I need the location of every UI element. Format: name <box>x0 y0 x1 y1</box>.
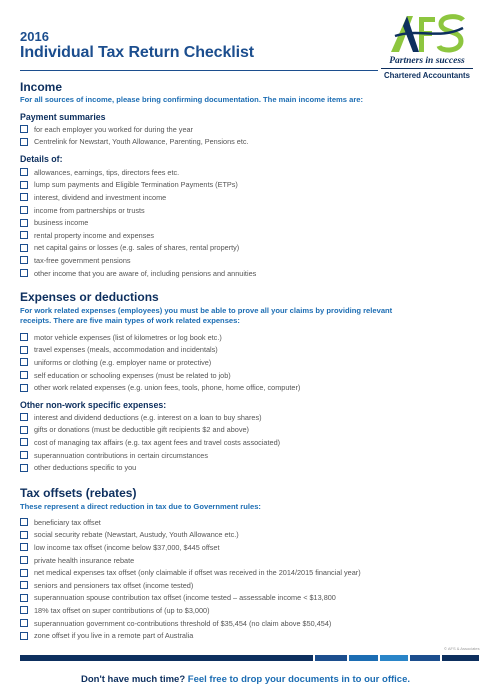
checklist-item[interactable]: other deductions specific to you <box>20 461 280 474</box>
checklist-item[interactable]: uniforms or clothing (e.g. employer name or protective) <box>20 356 300 369</box>
checklist-item[interactable]: for each employer you worked for during the year <box>20 123 249 136</box>
payment-summaries-heading: Payment summaries <box>20 112 106 122</box>
checklist-item[interactable]: allowances, earnings, tips, directors fees etc. <box>20 166 256 179</box>
non-work-expenses-heading: Other non-work specific expenses: <box>20 400 167 410</box>
checklist-item[interactable]: gifts or donations (must be deductible gift recipients $2 and above) <box>20 424 280 437</box>
checklist-item[interactable]: low income tax offset (income below $37,000, $445 offset <box>20 541 361 554</box>
footer-color-bar <box>20 655 479 661</box>
footer-segment <box>20 655 313 661</box>
checklist-item[interactable]: 18% tax offset on super contributions of (up to $3,000) <box>20 604 361 617</box>
checklist-item[interactable]: other work related expenses (e.g. union fees, tools, phone, home office, computer) <box>20 381 300 394</box>
income-intro: For all sources of income, please bring confirming documentation. The main income items are: <box>20 95 364 104</box>
checkbox-icon[interactable] <box>20 594 28 602</box>
checkbox-icon[interactable] <box>20 244 28 252</box>
checkbox-icon[interactable] <box>20 193 28 201</box>
checkbox-icon[interactable] <box>20 256 28 264</box>
footer-segment <box>349 655 379 661</box>
footer-segment <box>380 655 408 661</box>
non-work-expenses-list <box>20 411 280 474</box>
checkbox-icon[interactable] <box>20 371 28 379</box>
checkbox-icon[interactable] <box>20 518 28 526</box>
checklist-item[interactable]: superannuation spouse contribution tax offset (income tested – assessable income < $13,800 <box>20 592 361 605</box>
checklist-item[interactable]: interest, dividend and investment income <box>20 191 256 204</box>
offsets-list <box>20 516 361 642</box>
checklist-item[interactable]: self education or schooling expenses (must be related to job) <box>20 369 300 382</box>
checklist-item[interactable]: motor vehicle expenses (list of kilometres or log book etc.) <box>20 331 300 344</box>
checkbox-icon[interactable] <box>20 543 28 551</box>
footer-segment <box>410 655 440 661</box>
checkbox-icon[interactable] <box>20 438 28 446</box>
checkbox-icon[interactable] <box>20 464 28 472</box>
checklist-item[interactable]: social security rebate (Newstart, Austudy, Youth Allowance etc.) <box>20 529 361 542</box>
checklist-item[interactable]: zone offset if you live in a remote part of Australia <box>20 629 361 642</box>
page-title: Individual Tax Return Checklist <box>20 44 254 61</box>
checkbox-icon[interactable] <box>20 206 28 214</box>
expenses-heading: Expenses or deductions <box>20 290 159 304</box>
details-list <box>20 166 256 279</box>
checklist-item[interactable]: interest and dividend deductions (e.g. interest on a loan to buy shares) <box>20 411 280 424</box>
checkbox-icon[interactable] <box>20 606 28 614</box>
cta-message: Feel free to drop your documents in to our office. <box>187 674 410 685</box>
checkbox-icon[interactable] <box>20 168 28 176</box>
checkbox-icon[interactable] <box>20 632 28 640</box>
checkbox-icon[interactable] <box>20 269 28 277</box>
checklist-item[interactable]: business income <box>20 216 256 229</box>
checklist-item[interactable]: cost of managing tax affairs (e.g. tax agent fees and travel costs associated) <box>20 436 280 449</box>
afs-logo <box>381 14 473 82</box>
logo-subline: Chartered Accountants <box>384 71 470 80</box>
checklist-item[interactable]: seniors and pensioners tax offset (income tested) <box>20 579 361 592</box>
checklist-item[interactable]: tax-free government pensions <box>20 254 256 267</box>
footer-segment <box>315 655 347 661</box>
header-divider <box>20 70 378 71</box>
checkbox-icon[interactable] <box>20 333 28 341</box>
offsets-heading: Tax offsets (rebates) <box>20 486 137 500</box>
checklist-item[interactable]: net capital gains or losses (e.g. sales of shares, rental property) <box>20 242 256 255</box>
cta-question: Don't have much time? <box>81 674 186 685</box>
checklist-item[interactable]: superannuation government co-contributions threshold of $35,454 (no claim above $50,454) <box>20 617 361 630</box>
footer-segment <box>442 655 479 661</box>
checklist-item[interactable]: private health insurance rebate <box>20 554 361 567</box>
checkbox-icon[interactable] <box>20 569 28 577</box>
checkbox-icon[interactable] <box>20 413 28 421</box>
checkbox-icon[interactable] <box>20 531 28 539</box>
payment-summaries-list <box>20 123 249 148</box>
checklist-item[interactable]: Centrelink for Newstart, Youth Allowance, Parenting, Pensions etc. <box>20 136 249 149</box>
checklist-item[interactable]: superannuation contributions in certain circumstances <box>20 449 280 462</box>
checkbox-icon[interactable] <box>20 581 28 589</box>
logo-tagline: Partners in success <box>389 56 465 66</box>
checkbox-icon[interactable] <box>20 426 28 434</box>
checkbox-icon[interactable] <box>20 451 28 459</box>
logo-divider <box>381 68 473 69</box>
checkbox-icon[interactable] <box>20 231 28 239</box>
checkbox-icon[interactable] <box>20 219 28 227</box>
checkbox-icon[interactable] <box>20 125 28 133</box>
checklist-item[interactable]: net medical expenses tax offset (only claimable if offset was received in the 2014/2015 financial year) <box>20 566 361 579</box>
checklist-item[interactable]: beneficiary tax offset <box>20 516 361 529</box>
checkbox-icon[interactable] <box>20 619 28 627</box>
expenses-intro: For work related expenses (employees) you must be able to prove all your claims by providing relevant receipts. There are five main types of work related expenses: <box>20 306 393 325</box>
afs-logo-mark <box>389 14 465 54</box>
checkbox-icon[interactable] <box>20 358 28 366</box>
details-heading: Details of: <box>20 154 63 164</box>
checklist-item[interactable]: rental property income and expenses <box>20 229 256 242</box>
copyright-note: © AFS & Associates <box>444 646 480 651</box>
checkbox-icon[interactable] <box>20 384 28 392</box>
checklist-item[interactable]: lump sum payments and Eligible Termination Payments (ETPs) <box>20 179 256 192</box>
year-label: 2016 <box>20 29 49 44</box>
checklist-item[interactable]: travel expenses (meals, accommodation and incidentals) <box>20 344 300 357</box>
checklist-item[interactable]: other income that you are aware of, including pensions and annuities <box>20 267 256 280</box>
checkbox-icon[interactable] <box>20 556 28 564</box>
footer-cta <box>0 674 491 685</box>
offsets-intro: These represent a direct reduction in tax due to Government rules: <box>20 502 261 511</box>
checklist-item[interactable]: income from partnerships or trusts <box>20 204 256 217</box>
income-heading: Income <box>20 80 63 94</box>
checkbox-icon[interactable] <box>20 346 28 354</box>
checkbox-icon[interactable] <box>20 138 28 146</box>
work-expenses-list <box>20 331 300 394</box>
checkbox-icon[interactable] <box>20 181 28 189</box>
